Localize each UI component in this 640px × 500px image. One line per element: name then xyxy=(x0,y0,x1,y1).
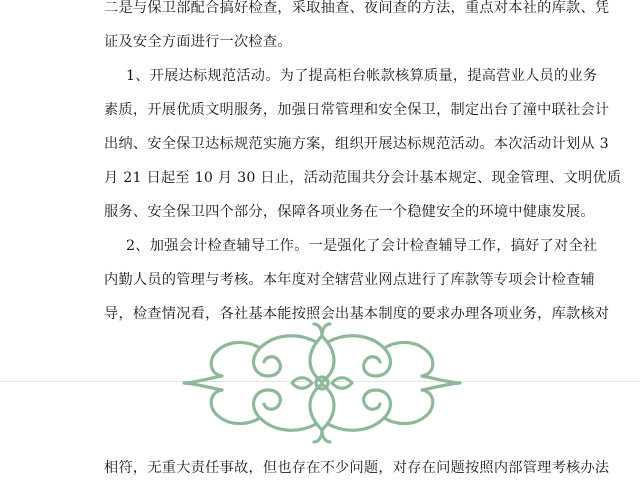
text-line-9: 内勤人员的管理与考核。本年度对全辖营业网点进行了库款等专项会计检查辅 xyxy=(104,272,595,288)
text-line-6: 月 21 日起至 10 月 30 日止，活动范围共分会计基本规定、现金管理、文明优质 xyxy=(104,170,622,186)
text-line-7: 服务、安全保卫四个部分，保障各项业务在一个稳健安全的环境中健康发展。 xyxy=(104,204,595,220)
text-line-11: 相符，无重大责任事故，但也存在不少问题，对存在问题按照内部管理考核办法 xyxy=(104,460,610,476)
text-line-1: 二是与保卫部配合搞好检查，采取抽查、夜间查的方法，重点对本社的库款、凭 xyxy=(104,0,610,16)
text-line-5: 出纳、安全保卫达标规范实施方案，组织开展达标规范活动。本次活动计划从 3 xyxy=(104,136,609,152)
scroll-flourish-icon xyxy=(180,318,464,448)
text-line-4: 素质，开展优质文明服务，加强日常管理和安全保卫，制定出台了潼中联社会计 xyxy=(104,102,610,118)
text-line-2: 证及安全方面进行一次检查。 xyxy=(104,34,292,50)
text-line-10: 导，检查情况看，各社基本能按照会出基本制度的要求办理各项业务，库款核对 xyxy=(104,306,610,322)
text-line-8: 2、加强会计检查辅导工作。一是强化了会计检查辅导工作，搞好了对全社 xyxy=(126,238,598,254)
text-line-3: 1、开展达标规范活动。为了提高柜台帐款核算质量，提高营业人员的业务 xyxy=(126,68,598,84)
